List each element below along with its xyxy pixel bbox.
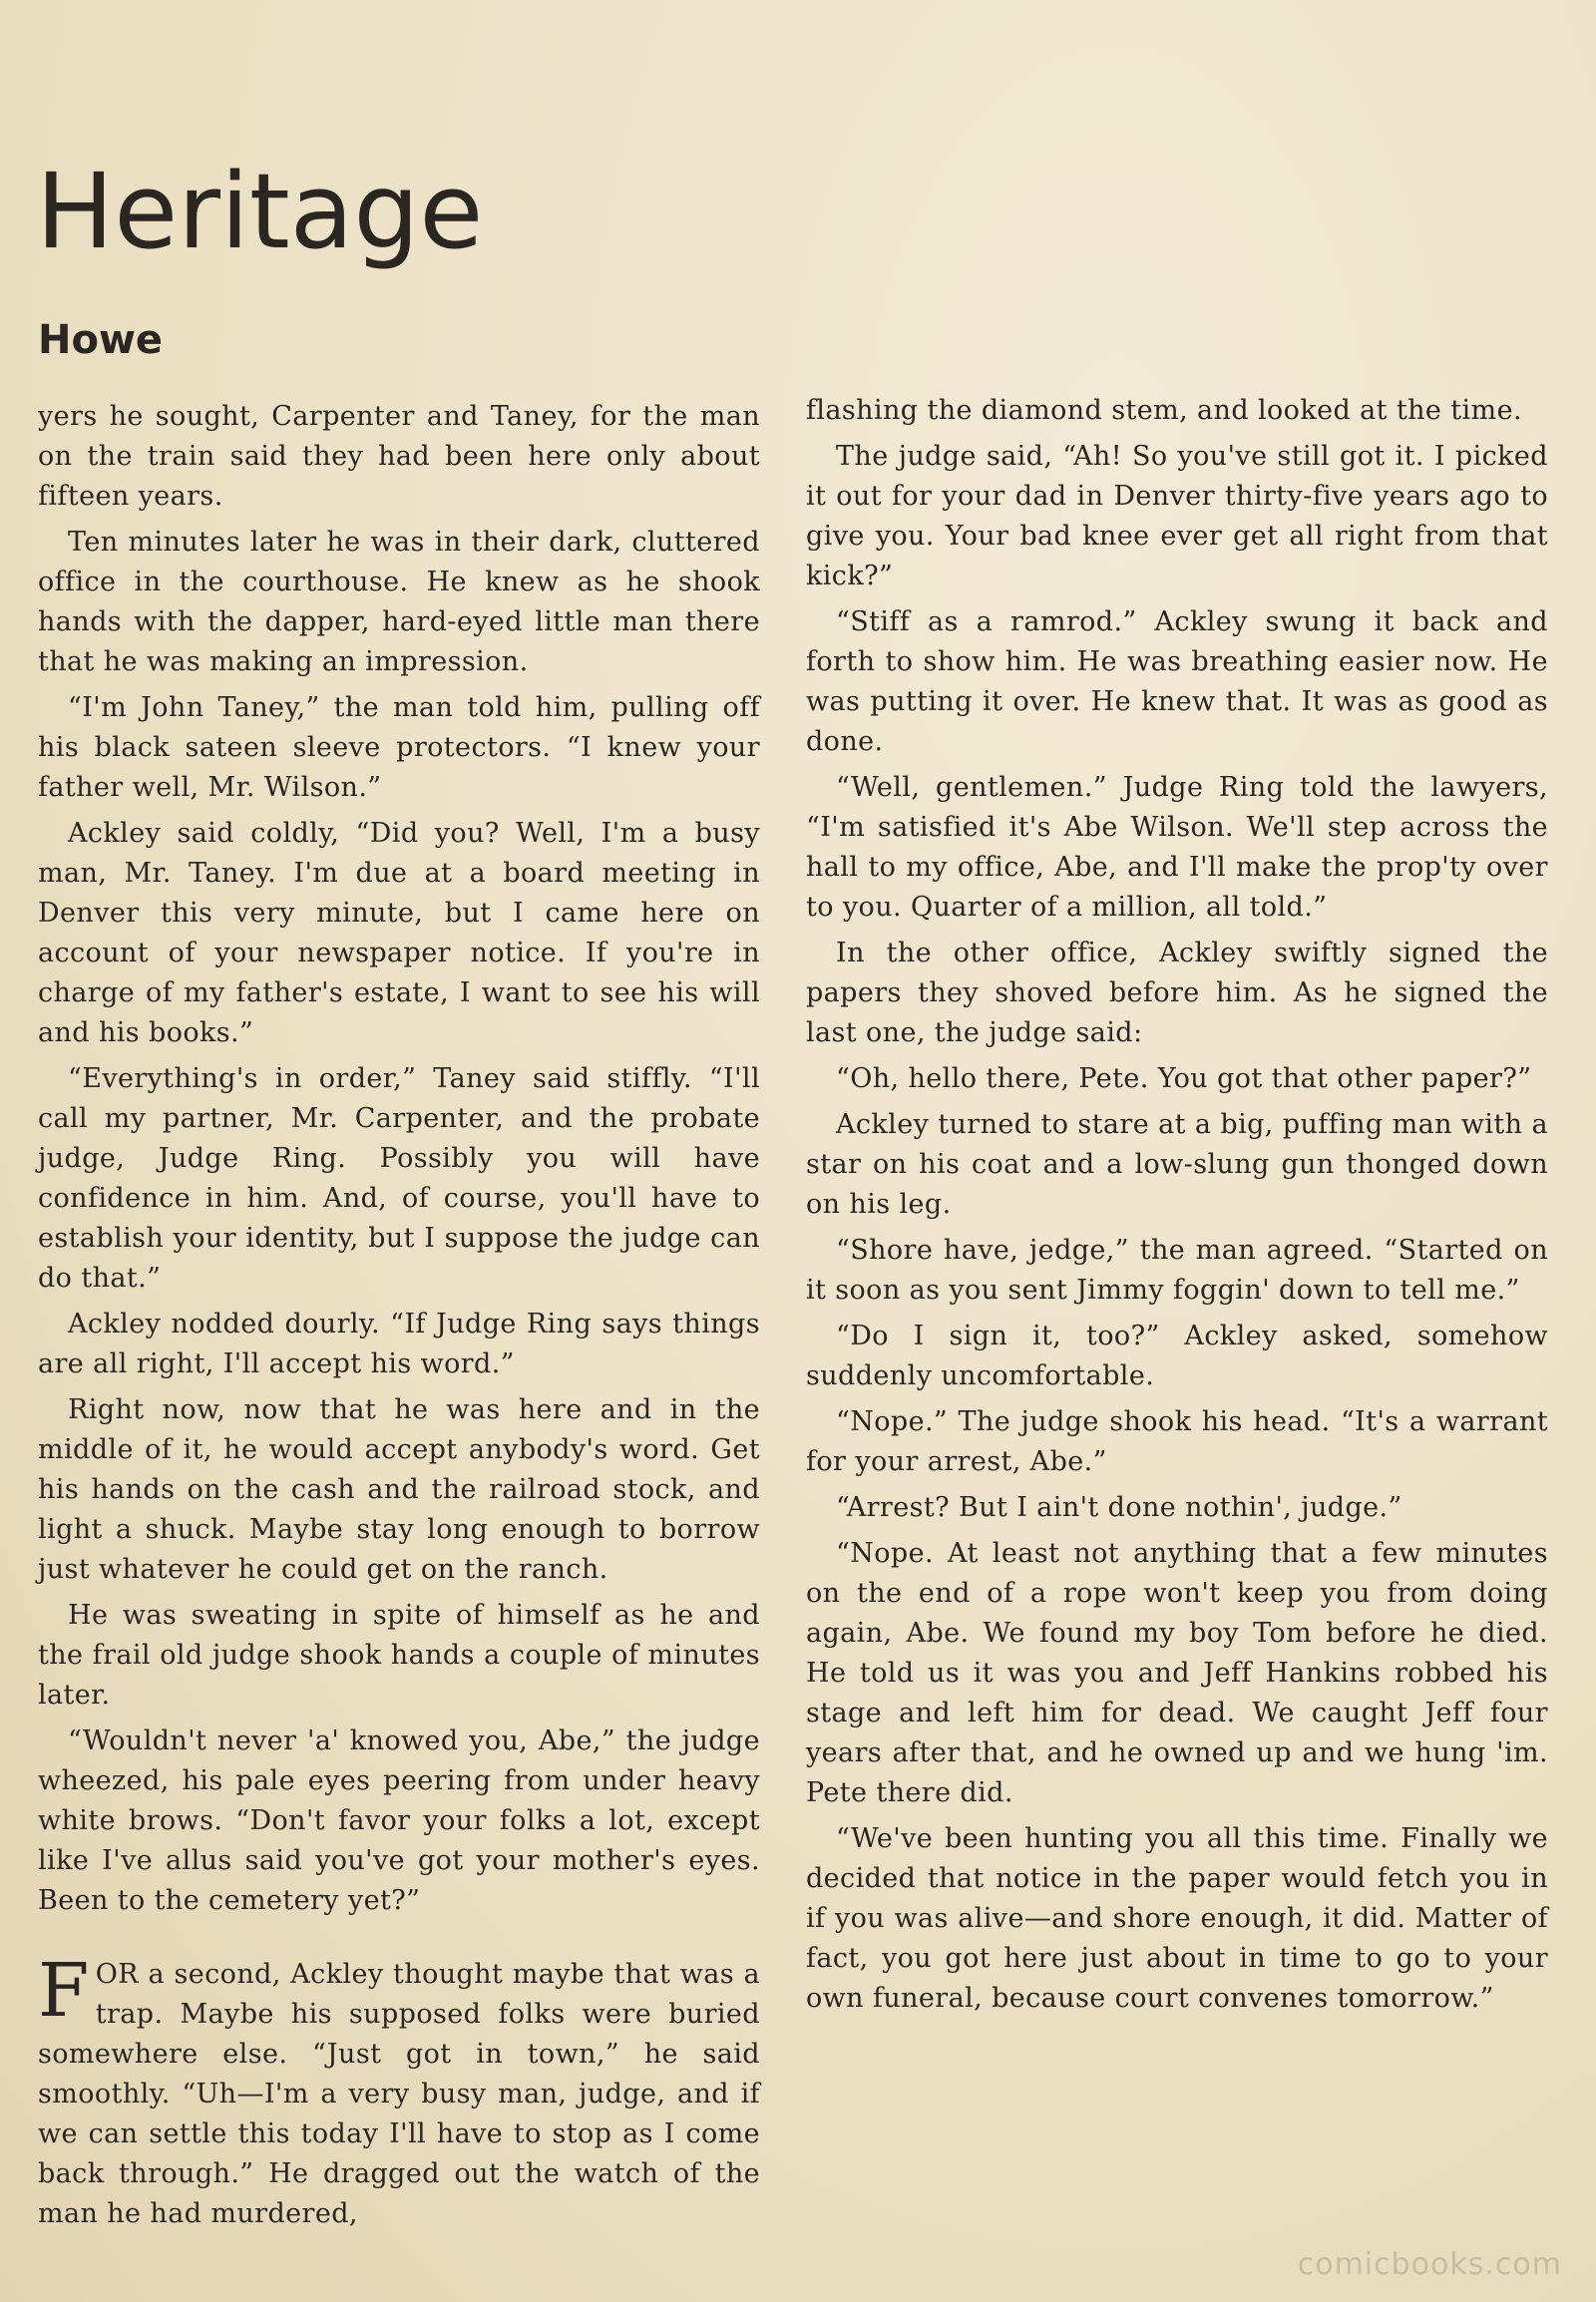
- paragraph: “Oh, hello there, Pete. You got that other paper?”: [836, 1063, 1532, 1094]
- paragraph: “Well, gentlemen.” Judge Ring told the lawyers, “I'm satisfied it's Abe Wilson. We'll step across the hall to my office, Abe, and I'll make the prop'ty over to you. Quarter of a million, all told.”: [806, 772, 1548, 923]
- paragraph: Ackley said coldly, “Did you? Well, I'm a busy man, Mr. Taney. I'm due at a board meeting in Denver this very minute, but I came here on account of your newspaper notice. If you're in charge of my father's estate, I want to see his will and his books.”: [38, 818, 760, 1048]
- paragraph: “I'm John Taney,” the man told him, pulling off his black sateen sleeve protectors. “I knew your father well, Mr. Wilson.”: [38, 692, 760, 803]
- dropcap-text: OR a second, Ackley thought maybe that was a trap. Maybe his supposed folks were buried somewhere else. “Just got in town,” he said smoothly. “Uh—I'm a very busy man, judge, and if we can settle this today I'll have to stop as I come back through.” He dragged out the watch of the man he had murdered,: [38, 1959, 760, 2229]
- paragraph: He was sweating in spite of himself as he and the frail old judge shook hands a couple of minutes later.: [38, 1600, 760, 1711]
- paragraph: Ackley nodded dourly. “If Judge Ring says things are all right, I'll accept his word.”: [38, 1309, 760, 1379]
- paragraph: In the other office, Ackley swiftly signed the papers they shoved before him. As he signed the last one, the judge said:: [806, 938, 1548, 1048]
- paragraph: “Do I sign it, too?” Ackley asked, somehow suddenly uncomfortable.: [806, 1321, 1548, 1391]
- watermark: comicbooks.com: [1297, 2247, 1562, 2282]
- left-column: [38, 397, 760, 2240]
- paragraph: “We've been hunting you all this time. Finally we decided that notice in the paper would fetch you in if you was alive—and shore enough, it did. Matter of fact, you got here just about in time to go to your own funeral, because court convenes tomorrow.”: [806, 1823, 1548, 2014]
- paragraph: The judge said, “Ah! So you've still got it. I picked it out for your dad in Denver thirty-five years ago to give you. Your bad knee ever get all right from that kick?”: [806, 441, 1548, 591]
- paragraph: “Arrest? But I ain't done nothin', judge.”: [836, 1492, 1402, 1523]
- paragraph: “Wouldn't never 'a' knowed you, Abe,” the judge wheezed, his pale eyes peering from under heavy white brows. “Don't favor your folks a lot, except like I've allus said you've got your mother's eyes. Been to the cemetery yet?”: [38, 1726, 760, 1916]
- article-author: Howe: [38, 317, 164, 363]
- article-title: Heritage: [36, 151, 484, 272]
- right-column: [806, 391, 1548, 2025]
- paragraph: “Everything's in order,” Taney said stiffly. “I'll call my partner, Mr. Carpenter, and the probate judge, Judge Ring. Possibly you will have confidence in him. And, of course, you'll have to establish your identity, but I suppose the judge can do that.”: [38, 1063, 760, 1294]
- paragraph: “Nope. At least not anything that a few minutes on the end of a rope won't keep you from doing again, Abe. We found my boy Tom before he died. He told us it was you and Jeff Hankins robbed his stage and left him for dead. We caught Jeff four years after that, and he owned up and we hung 'im. Pete there did.: [806, 1538, 1548, 1808]
- paragraph: “Stiff as a ramrod.” Ackley swung it back and forth to show him. He was breathing easier now. He was putting it over. He knew that. It was as good as done.: [806, 606, 1548, 757]
- drop-cap-letter: F: [38, 1948, 90, 2034]
- paragraph: “Nope.” The judge shook his head. “It's a warrant for your arrest, Abe.”: [806, 1406, 1548, 1477]
- paragraph: flashing the diamond stem, and looked at the time.: [806, 395, 1522, 426]
- paragraph: “Shore have, jedge,” the man agreed. “Started on it soon as you sent Jimmy foggin' down to tell me.”: [806, 1235, 1548, 1306]
- paragraph: Right now, now that he was here and in the middle of it, he would accept anybody's word. Get his hands on the cash and the railroad stock, and light a shuck. Maybe stay long enough to borrow just whatever he could get on the ranch.: [38, 1394, 760, 1585]
- paragraph: yers he sought, Carpenter and Taney, for the man on the train said they had been here only about fifteen years.: [38, 401, 760, 512]
- dropcap-paragraph: [38, 1948, 760, 2234]
- paragraph: Ackley turned to stare at a big, puffing man with a star on his coat and a low-slung gun thonged down on his leg.: [806, 1109, 1548, 1220]
- paragraph: Ten minutes later he was in their dark, cluttered office in the courthouse. He knew as he shook hands with the dapper, hard-eyed little man there that he was making an impression.: [38, 527, 760, 677]
